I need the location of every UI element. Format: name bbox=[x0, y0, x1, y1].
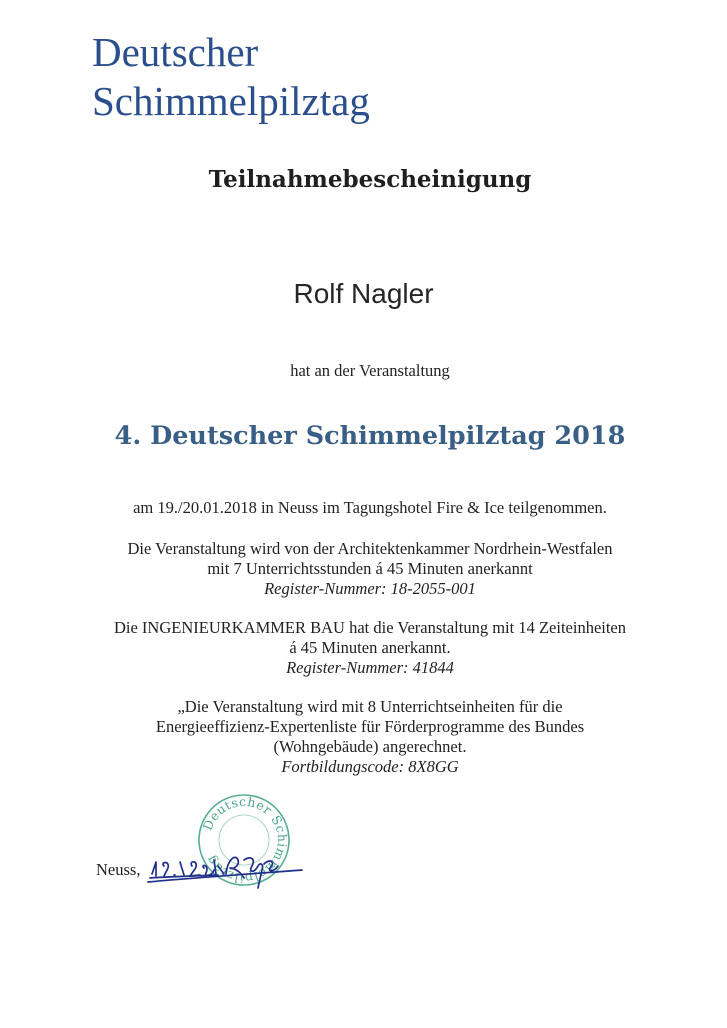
accreditation-ak-line: Die Veranstaltung wird von der Architektenkammer Nordrhein-Westfalen bbox=[127, 539, 613, 558]
signature bbox=[140, 844, 305, 898]
accreditation-eee-line: Energieeffizienz-Expertenliste für Förderprogramme des Bundes bbox=[155, 717, 585, 736]
event-title: 4. Deutscher Schimmelpilztag 2018 bbox=[114, 421, 626, 451]
accreditation-eee-line: (Wohngebäude) angerechnet. bbox=[273, 737, 467, 756]
accreditation-ak-code: Register-Nummer: 18-2055-001 bbox=[264, 579, 476, 598]
accreditation-ik-line: Die INGENIEURKAMMER BAU hat die Veranstaltung mit 14 Zeiteinheiten bbox=[113, 618, 627, 637]
place-label: Neuss, bbox=[96, 860, 141, 879]
certificate-title: Teilnahmebescheinigung bbox=[208, 166, 532, 193]
logo-line-1: Deutscher bbox=[92, 29, 259, 75]
intro-text: hat an der Veranstaltung bbox=[290, 361, 450, 380]
accreditation-eee-code: Fortbildungscode: 8X8GG bbox=[281, 757, 459, 776]
date-location-text: am 19./20.01.2018 in Neuss im Tagungshotel Fire & Ice teilgenommen. bbox=[133, 498, 607, 517]
stamp-text: Deutscher Schimmelpilztag bbox=[199, 793, 291, 887]
accreditation-ak-line: mit 7 Unterrichtsstunden á 45 Minuten anerkannt bbox=[207, 559, 533, 578]
accreditation-eee-line: „Die Veranstaltung wird mit 8 Unterrichtseinheiten für die bbox=[177, 697, 563, 716]
logo-line-2: Schimmelpilztag bbox=[92, 78, 370, 124]
participant-name: Rolf Nagler bbox=[293, 278, 434, 309]
accreditation-ik-line: á 45 Minuten anerkannt. bbox=[289, 638, 451, 657]
accreditation-ik-code: Register-Nummer: 41844 bbox=[286, 658, 454, 677]
